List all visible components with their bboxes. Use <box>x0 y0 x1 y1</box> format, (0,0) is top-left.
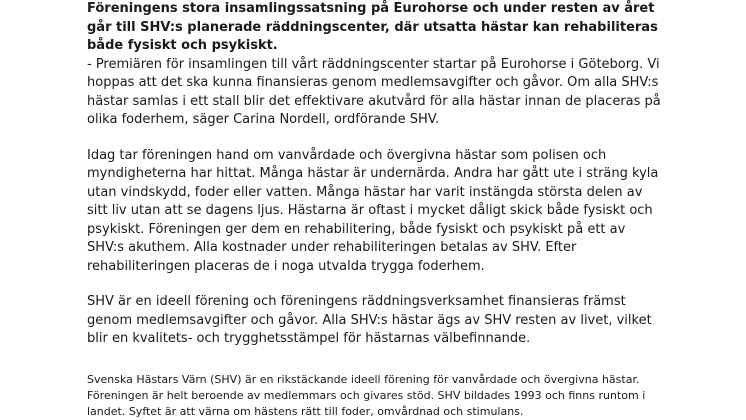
body-paragraph: SHV är en ideell förening och föreningens räddningsverksamhet finansieras främst genom medlemsavgifter och gåvor. Alla SHV:s hästar ägs av SHV resten av livet, vilket blir en kvalitets- och trygghetsstämpel för hästarnas välbefinnande. <box>87 293 662 349</box>
about-organization: Svenska Hästars Värn (SHV) är en rikstäckande ideell förening för vanvårdade och övergivna hästar. Föreningen är helt beroende av medlemmars och givares stöd. SHV bildades 1993 och finns runtom i landet. Syftet är att värna om hästens rätt till foder, omvårdnad och stimulans. <box>87 372 662 420</box>
quote-paragraph: - Premiären för insamlingen till vårt räddningscenter startar på Eurohorse i Göteborg. Vi hoppas att det ska kunna finansieras genom medlemsavgifter och gåvor. Om alla SHV:s hästar samlas i ett stall blir det effektivare akutvård för alla hästar innan de placeras på olika foderhem, säger Carina Nordell, ordförande SHV. <box>87 56 662 130</box>
body-paragraph: Idag tar föreningen hand om vanvårdade och övergivna hästar som polisen och myndigheterna har hittat. Många hästar är undernärda. Andra har gått ute i sträng kyla utan vindskydd, foder eller vatten. Många hästar har varit instängda största delen av sitt liv utan att se dagens ljus. Hästarna är oftast i mycket dåligt skick både fysiskt och psykiskt. Föreningen ger dem en rehabilitering, både fysiskt och psykiskt på ett av SHV:s akuthem. Alla kostnader under rehabiliteringen betalas av SHV. Efter rehabiliteringen placeras de i noga utvalda trygga foderhem. <box>87 147 662 277</box>
lead-paragraph: Föreningens stora insamlingssatsning på Eurohorse och under resten av året går till SHV:s planerade räddningscenter, där utsatta hästar kan rehabiliteras både fysiskt och psykiskt. <box>87 0 662 56</box>
press-release <box>87 0 662 420</box>
